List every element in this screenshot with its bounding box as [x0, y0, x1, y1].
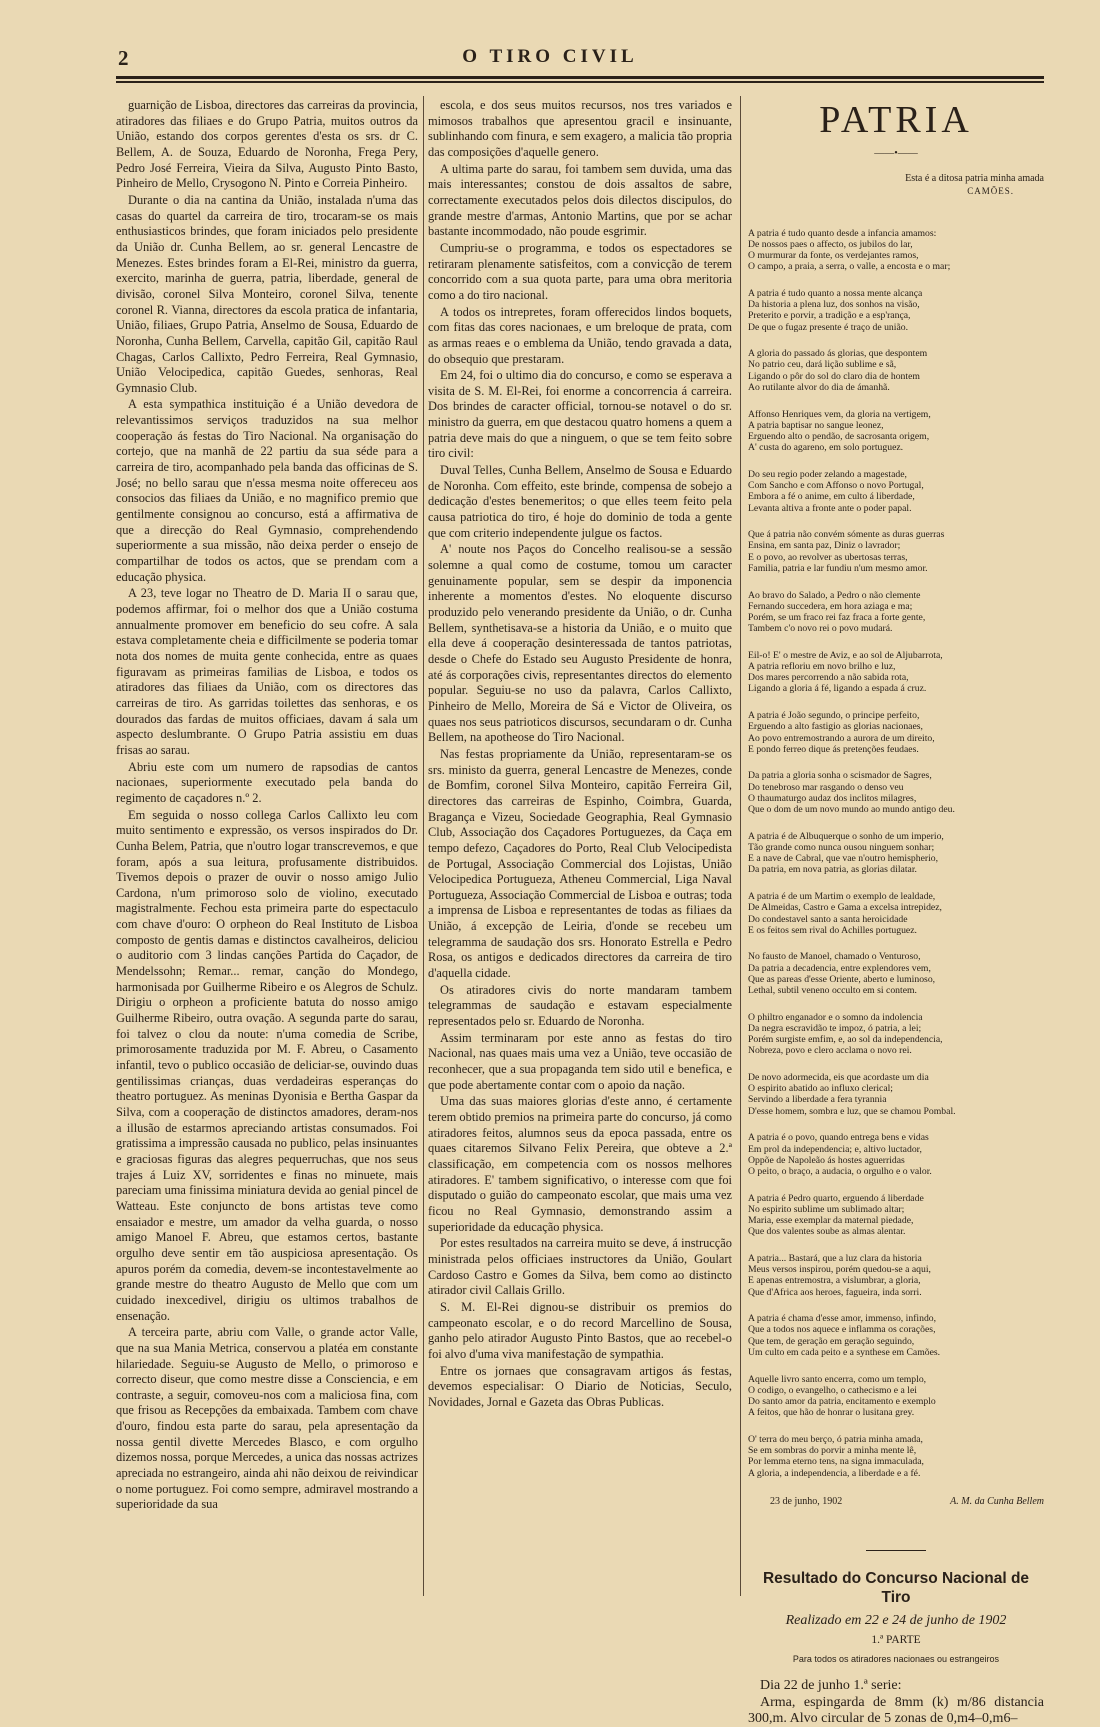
poem-stanza: Do seu regio poder zelando a magestade, Com Sancho e com Affonso o novo Portugal, Embora a fé o anime, em culto á liberdade, Levanta altiva a fronte ante o poder papal.: [748, 468, 924, 514]
poem-stanza: O' terra do meu berço, ó patria minha amada, Se em sombras do porvir a minha mente lê, Por lemma eterno tens, na signa immaculada, A gloria, a independencia, a liberdade e a fé.: [748, 1433, 924, 1479]
paragraph: S. M. El-Rei dignou-se distribuir os premios do campeonato escolar, e o do record Marcellino de Sousa, ganho pelo atirador Augusto Pinto Bastos, que ao recebel-o foi alvo d'uma viva manifestação de sympathia.: [428, 1299, 732, 1361]
paragraph: A' noute nos Paços do Concelho realisou-se a sessão solemne a qual como de costume, tomou um caracter genuinamente popular, sem se despir da imponencia inherente a momentos d'estes. No eloquente discurso produzido pelo venerando presidente da União, o dr. Cunha Bellem, synthetisava-se a historia da União, e o muito que ella deve á cooperação desinteressada de tantos patriotas, desde o Chefe do Estado seu Augusto Presidente de honra, até ás corporações civis, representantes directos do elemento popular. Seguiu-se no uso da palavra, Carlos Callixto, Pinheiro de Mello, Moreira de Sá e Victor de Oliveira, os quaes nos seus patrioticos discursos, secundaram o dr. Cunha Bellem, na apotheose do Tiro Nacional.: [428, 542, 732, 745]
results-title: Resultado do Concurso Nacional de Tiro: [762, 1569, 1030, 1606]
paragraph: Uma das suas maiores glorias d'este anno, é certamente terem obtido premios na primeira parte do concurso, já como atiradores feitos, alumnos seus da epoca passada, entre os quaes citaremos Silvano Felix Pereira, que obteve a 2.ª classificação, em competencia com os nossos melhores atiradores. E' tambem significativo, o interesse com que foi disputado o guião do campeonato escolar, que mais uma vez ficou no Real Gymnasio, demonstrando assim a superioridade da educação physica.: [428, 1094, 732, 1234]
paragraph: escola, e dos seus muitos recursos, nos tres variados e mimosos trabalhos que apresentou gracil e insinuante, sublinhando com finura, e sem exagero, a malicia tão propria das composições d'aquelle genero.: [428, 98, 732, 159]
paragraph: Duval Telles, Cunha Bellem, Anselmo de Sousa e Eduardo de Noronha. Com effeito, este brinde, compensa de sobejo a dedicação d'estes benemeritos; o que elles teem feito pela causa patriotica do tiro, é hoje do dominio de toda a gente que com criterio independente julgue os factos.: [428, 463, 732, 540]
paragraph: Em seguida o nosso collega Carlos Callixto leu com muito sentimento e expressão, os versos inspirados do Dr. Cunha Belem, Patria, que n'outro logar transcrevemos, e que foram, após a sua leitura, profusamente distribuidos. Tivemos depois o prazer de ouvir o nosso amigo Julio Cardona, n'um primoroso solo de violino, executado magistralmente. Fechou esta primeira parte do espectaculo com chave d'ouro: O orpheon do Real Instituto de Lisboa composto de gentis damas e distinctos cavalheiros, deliciou o auditorio com 3 lindas canções Partida do Caçador, de Mendelssohn; Remar... remar, canção do Mondego, harmonisada por Guilherme Ribeiro e os Alegros de Schulz. Dirigiu o orpheon a proficiente batuta do nosso amigo Guilherme Ribeiro, outra ovação. A segunda parte do sarau, foi talvez o clou da noute: n'uma comedia de Scribe, primorosamente traduzida por M. F. Abreu, o Casamento infantil, tevo o publico occasião de deliciar-se, ouvindo duas gentilissimas crianças, duas verdadeiras esperanças do theatro portuguez. As meninas Dyonisia e Bertha Gaspar da Silva, com a cooperação de distinctos amadores, deram-nos a illusão de estarmos apreciando artistas consumados. Foi gratissima a impressão causada no publico, pelas insinuantes e graciosas figuras das alegres pequerruchas, que nos seus trajes á Luiz XV, sorridentes e finas no minuete, mais pareciam uma finissima miniatura devida ao genial pincel de Watteau. Este conjuncto de bons artistas teve como ensaiador e mestre, um amador da velha guarda, o nosso amigo Manoel F. Abreu, que estamos certos, bastante orgulho deve sentir em tão auspiciosa apresentação. Os apuros porém da comedia, devem-se incontestavelmente ao grande mestre do theatro Augusto de Mello que com um cuidado inexcedivel, dirigiu os ultimos trabalhos de ensenação.: [116, 807, 418, 1323]
poem-stanza: A patria é tudo quanto a nossa mente alcança Da historia a plena luz, dos sonhos na visão, Preterito e porvir, a tradição e a esp'rança, De que o fugaz presente é traço de união.: [748, 287, 923, 333]
poem-signature-line: [748, 1494, 1044, 1510]
poem-stanza: A patria é João segundo, o principe perfeito, Erguendo a alto fastigio as glorias nacionaes, Ao povo entremostrando a aurora de um direito, E pondo ferreo dique ás pretenções feudaes.: [748, 710, 935, 755]
paragraph: Durante o dia na cantina da União, instalada n'uma das casas do quartel da carreira de tiro, trocaram-se os mais enthusiasticos brindes, que foram iniciados pelo presidente da União dr. Cunha Bellem, ao sr. general Lencastre de Menezes. Estes brindes foram a El-Rei, ministro da guerra, exercito, marinha de guerra, patria, liberdade, general de divisão, coronel Silva Monteiro, coronel Silva, tenente coronel R. Vianna, directores da escola pratica de infantaria, União, filiaes, Grupo Patria, Anselmo de Sousa, Eduardo de Noronha, Cunha Bellem, Carvella, capitão Gil, capitão Raul Chagas, Carlos Callixto, Pedro Ferreira, Real Gymnasio, União Velocipedica, capitão Guedes, senhoras, Real Gymnasio Club.: [116, 192, 418, 395]
poem-title: PATRIA: [819, 99, 973, 141]
article-column-2: [428, 98, 732, 1596]
poem-stanza: Que á patria não convém sómente as duras guerras Ensina, em santa paz, Diniz o lavrador; E o povo, ao revolver as ubertosas terras, Familia, patria e lar fundiu n'um mesmo amor.: [748, 529, 945, 574]
column-divider: [423, 96, 424, 1596]
epigraph-text: Esta é a ditosa patria minha amada: [905, 172, 1044, 184]
poem-column: [748, 98, 1044, 1726]
poem-stanza: A patria é de Albuquerque o sonho de um imperio, Tão grande como nunca ousou ninguem sonhar; E a nave de Cabral, que vae n'outro hemispherio, Da patria, em nova patria, as glorias dilatar.: [748, 830, 944, 876]
paragraph: A todos os intrepretes, foram offerecidos lindos boquets, com fitas das cores nacionaes, e um breloque de prata, com as armas reaes e o emblema da União, tendo gravada a data, do obsequio que prestaram.: [428, 304, 732, 366]
poem-stanza: No fausto de Manoel, chamado o Venturoso, Da patria a decadencia, entre explendores vem, Que as pareas d'esse Oriente, aberto e luminoso, Lethal, subtil veneno occulto em si contem.: [748, 951, 936, 997]
poem-stanza: A patria é Pedro quarto, erguendo á liberdade No espirito sublime um sublimado altar; Maria, esse exemplar da maternal piedade, Que dos valentes soube as almas alentar.: [748, 1192, 924, 1238]
poem-stanza: A patria é tudo quanto desde a infancia amamos: De nossos paes o affecto, os jubilos do lar, O murmurar da fonte, os verdejantes ramos, O campo, a praia, a serra, o valle, a encosta e o mar;: [748, 227, 951, 273]
poem-stanza: Ao bravo do Salado, a Pedro o não clemente Fernando succedera, em hora aziaga e ma; Porém, se um fraco rei faz fraca a forte gente, Tambem c'o novo rei o povo mudará.: [748, 589, 926, 635]
epigraph-author: CAMÕES.: [967, 185, 1014, 196]
paragraph: Nas festas propriamente da União, representaram-se os srs. ministo da guerra, general Lencastre de Menezes, conde de Bomfim, coronel Silva Monteiro, capitão Ferreira Gil, directores das carreiras de Espinho, Coimbra, Guarda, Bragança e Vizeu, Sociedade Geographia, Real Gymnasio Club, Associação dos Caçadores Portuguezes, da Caça em tempo defezo, Caçadores do Porto, Real Club Velocipedista de Portugal, Associação Commercial dos Lojistas, União Velocipedica Portugueza, Atheneu Commercial, Liga Naval Portugueza, Associação Commercial de Lisboa e outras; toda a imprensa de Lisboa e representantes de todas as filiaes da União, á excepção de Leiria, d'onde se recebeu um telegramma de saudação dos srs. Honorato Estrella e Pedro Rosa, os antigos e dedicados directores da carreira de tiro d'aquella cidade.: [428, 746, 732, 981]
paragraph: A 23, teve logar no Theatro de D. Maria II o sarau que, podemos affirmar, foi o melhor dos que a União costuma annualmente promover em beneficio do seu cofre. A sala estava completamente cheia e difficilmente se poderia tomar nota dos nomes de muita gente conhecida, entre as quaes figuravam as primeiras familias de Lisboa, e todos os atiradores das filiaes da União, com os directores das carreiras de tiro. As garridas toilettes das senhoras, e os dourados das fardas de muitos officiaes, davam á sala um aspecto deslumbrante. O Grupo Patria assistiu em duas frisas ao sarau.: [116, 586, 418, 757]
paragraph: Entre os jornaes que consagravam artigos ás festas, devemos especialisar: O Diario de Noticias, Seculo, Novidades, Jornal e Gazeta das Obras Publicas.: [428, 1363, 732, 1409]
poem-stanza: A gloria do passado ás glorias, que despontem No patrio ceu, dará lição sublime e sã, Ligando o pôr do sol do claro dia de hontem Ao rutilante alvor do dia de ámanhã.: [748, 348, 928, 393]
paragraph: Em 24, foi o ultimo dia do concurso, e como se esperava a visita de S. M. El-Rei, foi enorme a concorrencia á carreira. Dos brindes de caracter official, tornou-se notavel o do sr. ministro da guerra, em que destacou quatro homens a quem a patria deve mais do que a ninguem, o que se tem feito sobre tiro civil:: [428, 368, 732, 461]
poem-stanza: A patria é de um Martim o exemplo de lealdade, De Almeidas, Castro e Gama a excelsa intrepidez, Do condestavel santo a santa heroicidade E os feitos sem rival do Achilles portuguez.: [748, 891, 942, 936]
page-number: 2: [118, 46, 129, 70]
paragraph: Assim terminaram por este anno as festas do tiro Nacional, nas quaes mais uma vez a União, teve occasião de reconhecer, que a sua propaganda tem sido util e benefica, e que pode abertamente contar com o apoio da nação.: [428, 1030, 732, 1092]
poem-stanzas: [748, 228, 1044, 1479]
header-rule: [116, 81, 1044, 83]
ornament: ——•——: [874, 148, 918, 159]
header-rule: [116, 76, 1044, 79]
paragraph: A ultima parte do sarau, foi tambem sem duvida, uma das mais interessantes; constou de dois assaltos de sabre, correctamente executados pelos dois dilectos discipulos, do grande mestre d'armas, Antonio Martins, que por se achar bastante incommodado, não poude esgrimir.: [428, 161, 732, 239]
results-line: Arma, espingarda de 8mm (k) m/86 distancia 300,m. Alvo circular de 5 zonas de 0,m4–0,m6–: [748, 1694, 1044, 1726]
masthead: O TIRO CIVIL: [462, 46, 638, 67]
poem-stanza: A patria... Bastará, que a luz clara da historia Meus versos inspirou, porém quedou-se a aqui, E apenas entremostra, a vislumbrar, a gloria, Que d'Africa aos heroes, fagueira, inda sorri.: [748, 1252, 931, 1298]
poem-epigraph: [748, 172, 1044, 198]
paragraph: A esta sympathica instituição é a União devedora de relevantissimos serviços traduzidos na sua melhor cooperação ás festas do Tiro Nacional. Na organisação do cortejo, que na manhã de 22 partiu da sua séde para a carreira de tiro, acompanhado pela banda das officinas de S. José; no bello sarau que n'essa mesma noite offereceu aos consocios das filiaes da União, e no magnifico premio que gentilmente consignou ao concurso, está a affirmativa de que a direcção do Real Gymnasio, comprehendendo superiormente a sua missão, não deixa perder o ensejo de compartilhar de todos os actos, que se prendam com a educação physica.: [116, 397, 418, 584]
column-divider: [740, 96, 741, 1596]
paragraph: Cumpriu-se o programma, e todos os espectadores se retiraram plenamente satisfeitos, com a convicção de terem concorrido com a sua quota parte, para uma obra meritoria como a do tiro nacional.: [428, 240, 732, 302]
paragraph: Por estes resultados na carreira muito se deve, á instrucção ministrada pelos officiaes instructores da União, Goulart Cardoso Castro e Gomes da Silva, bem como ao distincto atirador civil Callais Grillo.: [428, 1236, 732, 1298]
paragraph: Abriu este com um numero de rapsodias de cantos nacionaes, superiormente executado pela banda do regimento de caçadores n.º 2.: [116, 759, 418, 805]
results-day: Dia 22 de junho 1.ª serie:: [760, 1677, 902, 1693]
article-column-1: [116, 98, 418, 1596]
results-part: 1.ª PARTE: [871, 1633, 921, 1646]
poem-stanza: Aquelle livro santo encerra, como um templo, O codigo, o evangelho, o cathecismo e a lei Do santo amor da patria, encitamento e exemplo A feitos, que hão de honrar o lusitana grey.: [748, 1373, 936, 1419]
section-separator: [866, 1550, 926, 1551]
paragraph: guarnição de Lisboa, directores das carreiras da provincia, atiradores das filiaes e do Grupo Patria, muitos outros da União, estando dos corpos gerentes d'esta os srs. dr C. Bellem, A. de Souza, Eduardo de Noronha, Frega Pery, Pedro José Ferreira, Vieira da Silva, Augusto Pinto Basto, Pinheiro de Mello, Crysogono N. Pinto e Correia Pinheiro.: [116, 98, 418, 191]
poem-stanza: A patria é o povo, quando entrega bens e vidas Em prol da independencia; e, altivo luctador, Oppõe de Napoleão ás hostes aguerridas O peito, o braço, a audacia, o orgulho e o valor.: [748, 1132, 932, 1177]
poem-stanza: De novo adormecida, eis que acordaste um dia O espirito abatido ao influxo clerical; Servindo a liberdade a fera tyrannia D'esse homem, sombra e luz, que se chamou Pombal.: [748, 1072, 956, 1117]
poem-stanza: Eil-o! E' o mestre de Aviz, e ao sol de Aljubarrota, A patria refloriu em novo brilho e luz, Dos mares percorrendo a não sabida rota, Ligando a gloria á fé, ligando a espada á cruz.: [748, 649, 943, 695]
poem-date: 23 de junho, 1902: [770, 1496, 843, 1508]
poem-signature: A. M. da Cunha Bellem: [950, 1496, 1044, 1508]
results-note: Para todos os atiradores nacionaes ou estrangeiros: [792, 1654, 1000, 1665]
poem-stanza: Affonso Henriques vem, da gloria na vertigem, A patria baptisar no sangue leonez, Erguendo alto o pendão, de sacrosanta origem, A' custa do agareno, em solo portuguez.: [748, 408, 931, 454]
poem-stanza: Da patria a gloria sonha o scismador de Sagres, Do tenebroso mar rasgando o denso veu O thaumaturgo audaz dos inclitos milagres, Que o dom de um novo mundo ao mundo antigo deu.: [748, 770, 955, 816]
poem-stanza: O philtro enganador e o somno da indolencia Da negra escravidão te impoz, ó patria, a lei; Porém surgiste emfim, e, ao sol da independencia, Nobreza, povo e clero acclama o novo rei.: [748, 1011, 943, 1057]
paragraph: Os atiradores civis do norte mandaram tambem telegrammas de saudação e estavam especialmente representados pelo sr. Eduardo de Noronha.: [428, 982, 732, 1029]
paragraph: A terceira parte, abriu com Valle, o grande actor Valle, que na sua Mania Metrica, conservou a platéa em constante hilariedade. Seguiu-se Augusto de Mello, o primoroso e correcto diseur, que como mestre disse a Consciencia, e em contraste, a seguir, comoveu-nos com a maliciosa fina, com que frisou as Recepções da embaixada. Tambem com chave d'ouro, findou esta parte do sarau, pela apresentação da nossa gentil divette Mercedes Blasco, e com orgulho dizemos nossa, porque Mercedes, a unica das nossas actrizes apreciada no estrangeiro, ainda ahi não deixou de reivindicar o nome portuguez. Foi como sempre, admiravel mostrando a superioridade da sua: [116, 1325, 418, 1512]
results-subtitle: Realizado em 22 e 24 de junho de 1902: [785, 1612, 1007, 1628]
poem-stanza: A patria é chama d'esse amor, immenso, infindo, Que a todos nos aquece e inflamma os corações, Que tem, de geração em geração seguindo, Um culto em cada peito e a synthese em Camões.: [748, 1313, 941, 1358]
